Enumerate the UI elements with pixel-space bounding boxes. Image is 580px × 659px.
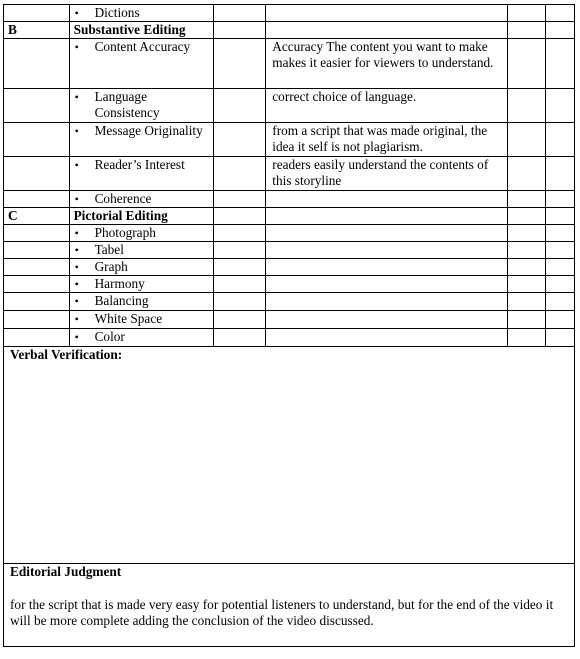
- item-content-accuracy: Content Accuracy: [94, 39, 191, 54]
- bullet-icon: •: [74, 40, 79, 54]
- section-header-row: [4, 22, 575, 39]
- table-row: [4, 311, 575, 329]
- bullet-icon: •: [74, 6, 79, 20]
- list-item: [74, 329, 209, 345]
- comment-language-consistency: correct choice of language.: [266, 89, 508, 123]
- bullet-icon: •: [74, 260, 79, 274]
- section-title: Pictorial Editing: [69, 208, 213, 225]
- section-header-row: [4, 208, 575, 225]
- item-dictions: Dictions: [94, 5, 140, 20]
- table-row: [4, 259, 575, 276]
- item-harmony: Harmony: [94, 276, 145, 291]
- list-item: [74, 242, 209, 258]
- bullet-icon: •: [74, 330, 79, 344]
- verbal-verification-row: [4, 347, 575, 564]
- table-row: [4, 293, 575, 311]
- item-balancing: Balancing: [94, 293, 149, 308]
- list-item: [74, 157, 209, 173]
- bullet-icon: •: [74, 294, 79, 308]
- section-letter: B: [4, 22, 70, 39]
- table-row: [4, 39, 575, 89]
- section-title: Substantive Editing: [69, 22, 213, 39]
- item-graph: Graph: [94, 259, 128, 274]
- table-row: [4, 191, 575, 208]
- comment-readers-interest: readers easily understand the contents of this storyline: [266, 157, 508, 191]
- list-item: [74, 225, 209, 241]
- table-row: [4, 329, 575, 347]
- table-row: [4, 89, 575, 123]
- editorial-judgment-row: [4, 564, 575, 647]
- bullet-icon: •: [74, 124, 79, 138]
- table-row: [4, 276, 575, 293]
- bullet-icon: •: [74, 312, 79, 326]
- comment-message-originality: from a script that was made original, the idea it self is not plagiarism.: [266, 123, 508, 157]
- bullet-icon: •: [74, 192, 79, 206]
- item-coherence: Coherence: [94, 191, 152, 206]
- list-item: [74, 259, 209, 275]
- list-item: [74, 5, 209, 21]
- item-language-consistency: Language Consistency: [94, 89, 160, 120]
- item-readers-interest: Reader’s Interest: [94, 157, 185, 172]
- item-color: Color: [94, 329, 125, 344]
- editing-checklist-table: [3, 4, 575, 647]
- item-tabel: Tabel: [94, 242, 124, 257]
- bullet-icon: •: [74, 158, 79, 172]
- table-row: [4, 157, 575, 191]
- bullet-icon: •: [74, 243, 79, 257]
- list-item: [74, 39, 209, 55]
- item-message-originality: Message Originality: [94, 123, 203, 138]
- bullet-icon: •: [74, 226, 79, 240]
- evaluation-form: [3, 4, 575, 647]
- verbal-verification-title: Verbal Verification:: [10, 347, 123, 362]
- editorial-judgment-text: for the script that is made very easy for potential listeners to understand, but for the end of the video it will be more complete adding the conclusion of the video discussed.: [10, 597, 554, 628]
- list-item: [74, 123, 209, 139]
- comment-content-accuracy: Accuracy The content you want to make makes it easier for viewers to understand.: [266, 39, 508, 89]
- list-item: [74, 191, 209, 207]
- table-row: [4, 242, 575, 259]
- editorial-judgment-title: Editorial Judgment: [10, 564, 122, 579]
- table-row: [4, 225, 575, 242]
- section-letter: C: [4, 208, 70, 225]
- list-item: [74, 276, 209, 292]
- list-item: [74, 293, 209, 309]
- bullet-icon: •: [74, 90, 79, 104]
- table-row: [4, 5, 575, 22]
- list-item: [74, 311, 209, 327]
- bullet-icon: •: [74, 277, 79, 291]
- table-row: [4, 123, 575, 157]
- item-white-space: White Space: [94, 311, 163, 326]
- item-photograph: Photograph: [94, 225, 156, 240]
- list-item: [74, 89, 209, 121]
